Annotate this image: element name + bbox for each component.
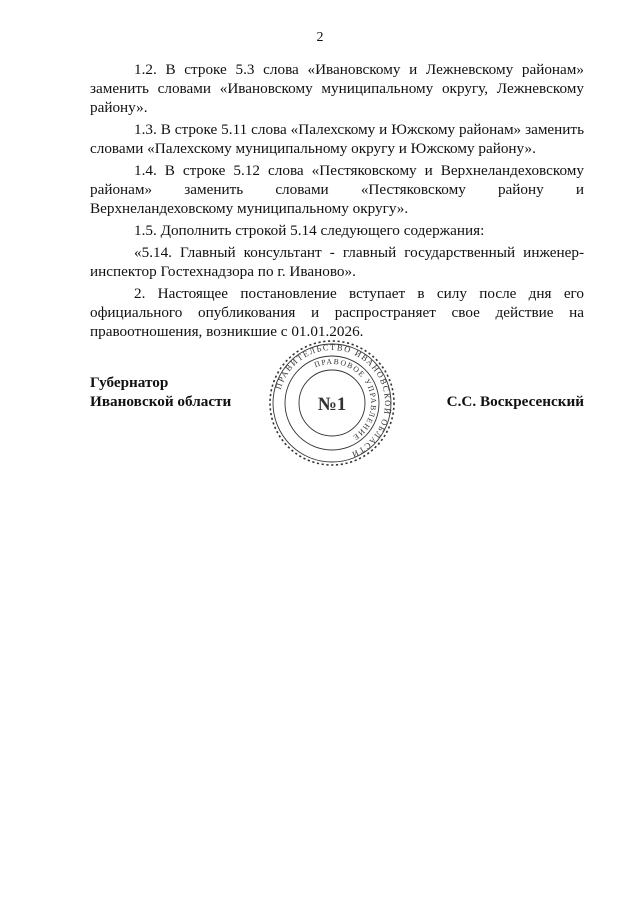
signature-block: [0, 342, 640, 472]
paragraph-1-3: 1.3. В строке 5.11 слова «Палехскому и Южскому районам» заменить словами «Палехскому муниципальному округу и Южскому району».: [90, 121, 584, 157]
position-line-1: Губернатор: [90, 374, 169, 391]
paragraph-1-2: 1.2. В строке 5.3 слова «Ивановскому и Лежневскому районам» заменить словами «Ивановскому муниципальному округу, Лежневскому району».: [90, 61, 584, 116]
signatory-name: С.С. Воскресенский: [446, 393, 584, 410]
paragraph-5-14-quote: «5.14. Главный консультант - главный государственный инженер-инспектор Гостехнадзора по г. Иваново».: [90, 244, 584, 280]
seal-inner-text: ПРАВОВОЕ УПРАВЛЕНИЕ: [312, 356, 379, 443]
official-seal: [268, 339, 396, 467]
signatory-position: [90, 373, 231, 411]
paragraph-1-4: 1.4. В строке 5.12 слова «Пестяковскому и Верхнеландеховскому районам» заменить словами «Пестяковскому району и Верхнеландеховскому муниципальному округу».: [90, 162, 584, 217]
page-number: 2: [316, 30, 324, 45]
document-body: [90, 60, 584, 344]
position-line-2: Ивановской области: [90, 393, 232, 410]
paragraph-2: 2. Настоящее постановление вступает в силу после дня его официального опубликования и распространяет свое действие на правоотношения, возникшие с 01.01.2026.: [90, 285, 584, 340]
paragraph-1-5: 1.5. Дополнить строкой 5.14 следующего содержания:: [134, 222, 485, 239]
seal-center-number: №1: [317, 394, 347, 415]
seal-graphic: [268, 339, 396, 467]
seal-outer-text: ПРАВИТЕЛЬСТВО ИВАНОВСКОЙ ОБЛАСТИ: [273, 342, 393, 460]
